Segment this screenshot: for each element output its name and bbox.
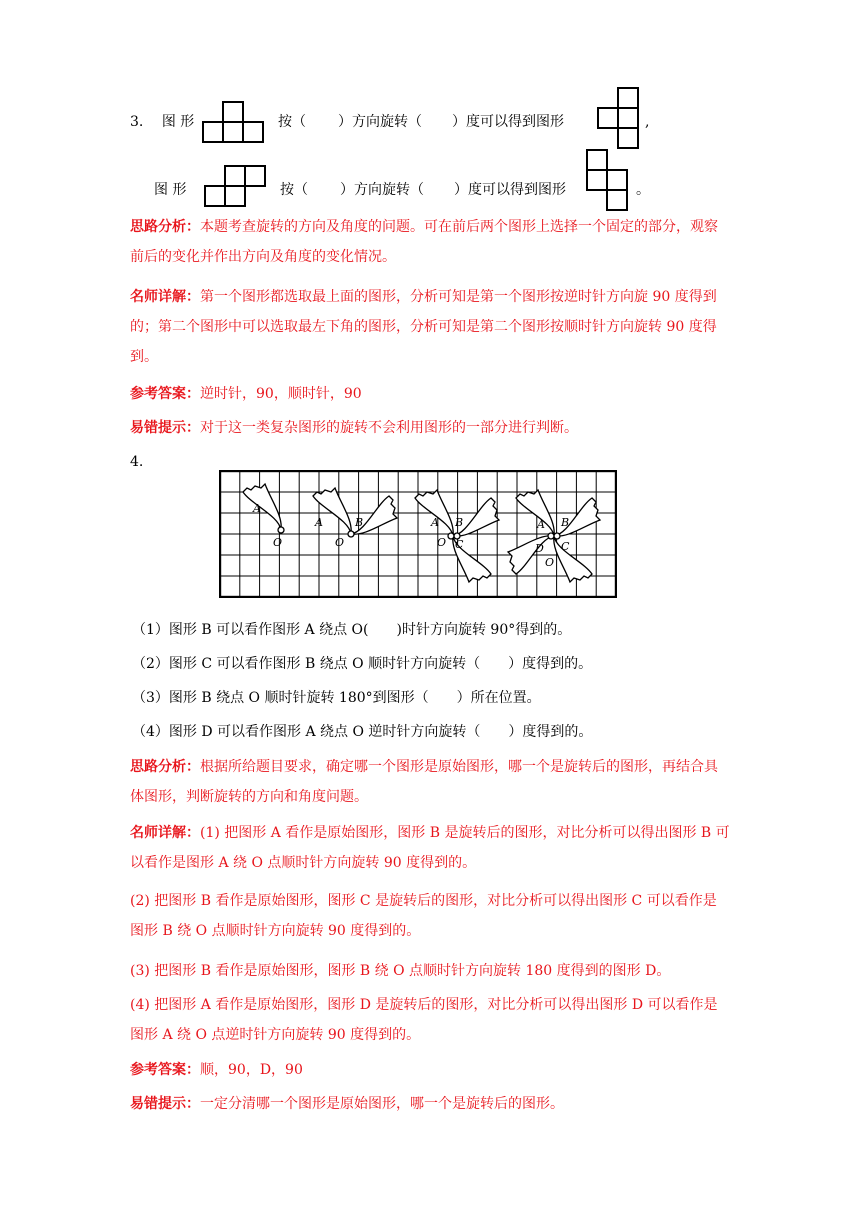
q4-question-4: （4）图形 D 可以看作图形 A 绕点 O 逆时针方向旋转（ ）度得到的。 xyxy=(132,724,593,740)
q3-row1-mid3: ）度可以得到图形 xyxy=(452,114,564,130)
q3-shape-1-icon xyxy=(201,100,265,144)
q3-row1-body xyxy=(278,112,564,132)
q4-question-2: （2）图形 C 可以看作图形 B 绕点 O 顺时针方向旋转（ ）度得到的。 xyxy=(132,656,593,672)
q3-analysis xyxy=(130,212,730,272)
q3-row1-mid2: ）方向旋转（ xyxy=(338,114,422,130)
q3-shape-3-icon xyxy=(203,164,269,208)
center-point-o xyxy=(448,533,454,539)
q3-tip-text: 对于这一类复杂图形的旋转不会利用图形的一部分进行判断。 xyxy=(200,420,578,436)
q3-detail-text: 第一个图形都选取最上面的图形，分析可知是第一个图形按逆时针方向旋 90 度得到的；第二个图形中可以选取最左下角的图形，分析可知是第二个图形按顺时针方向旋转 90 度得到。 xyxy=(130,289,717,365)
q3-row2-prefix: 图 形 xyxy=(154,182,187,198)
q4-answer xyxy=(130,1060,303,1080)
q3-row1-tail: , xyxy=(645,114,650,130)
figure-label-o: O xyxy=(437,536,447,549)
figure-label-a: A xyxy=(537,518,545,531)
figure-label-a: A xyxy=(431,516,439,529)
q4-number: 4. xyxy=(130,454,144,470)
q3-detail xyxy=(130,282,730,372)
q3-detail-label: 名师详解： xyxy=(130,289,200,305)
q3-row2-body xyxy=(280,180,566,200)
q3-row2-mid1: 按（ xyxy=(280,182,308,198)
q4-analysis-text: 根据所给题目要求，确定哪一个图形是原始图形，哪一个是旋转后的图形，再结合具体图形，判断旋转的方向和角度问题。 xyxy=(130,759,718,805)
q3-row1-prefix: 图 形 xyxy=(161,114,195,130)
q4-tip-text: 一定分清哪一个图形是原始图形，哪一个是旋转后的图形。 xyxy=(200,1096,564,1112)
figure-label-b: B xyxy=(561,516,570,529)
q3-row2-mid2: ）方向旋转（ xyxy=(340,182,424,198)
petal-a xyxy=(243,484,281,530)
q4-analysis-label: 思路分析： xyxy=(130,759,200,775)
q3-shape-4-icon xyxy=(585,148,631,212)
figure-label-a: A xyxy=(253,502,261,515)
q3-answer-text: 逆时针，90，顺时针，90 xyxy=(200,386,362,402)
q4-tip-label: 易错提示： xyxy=(130,1096,200,1112)
q4-question-1: （1）图形 B 可以看作图形 A 绕点 O( )时针方向旋转 90°得到的。 xyxy=(132,622,572,638)
figure-label-o: O xyxy=(335,536,345,549)
q3-shape-2-icon xyxy=(594,86,642,150)
petal-c xyxy=(554,536,592,582)
figure-label-b: B xyxy=(455,516,464,529)
center-point-o xyxy=(548,533,554,539)
q3-row1-mid1: 按（ xyxy=(278,114,306,130)
q4-answer-text: 顺，90，D，90 xyxy=(200,1062,303,1078)
figure-label-c: C xyxy=(455,538,464,551)
center-point-o xyxy=(554,533,560,539)
q4-detail-2: (2) 把图形 B 看作是原始图形，图形 C 是旋转后的图形，对比分析可以得出图形 C 可以看作是图形 B 绕 O 点顺时针方向旋转 90 度得到的。 xyxy=(130,893,717,939)
q3-row2 xyxy=(154,180,186,200)
q4-detail-3: (3) 把图形 B 看作是原始图形，图形 B 绕 O 点顺时针方向旋转 180 度得到的图形 D。 xyxy=(130,963,671,979)
figure-label-d: D xyxy=(535,542,544,555)
q3-answer-label: 参考答案： xyxy=(130,386,200,402)
q4-question-3: （3）图形 B 绕点 O 顺时针旋转 180°到图形（ ）所在位置。 xyxy=(132,690,541,706)
center-point-o xyxy=(278,527,284,533)
q4-tip xyxy=(130,1094,564,1114)
center-point-o xyxy=(348,531,354,537)
figure-label-a: A xyxy=(315,516,323,529)
q4-analysis xyxy=(130,752,730,812)
q3-number: 3. xyxy=(130,114,144,130)
q4-detail-label: 名师详解： xyxy=(130,825,200,841)
q3-row1 xyxy=(130,112,194,132)
q4-detail xyxy=(130,818,730,878)
q4-detail-text: (1) 把图形 A 看作是原始图形，图形 B 是旋转后的图形，对比分析可以得出图形 B 可以看作是图形 A 绕 O 点顺时针方向旋转 90 度得到的。 xyxy=(130,825,730,871)
q4-detail-4: (4) 把图形 A 看作是原始图形，图形 D 是旋转后的图形，对比分析可以得出图形 D 可以看作是图形 A 绕 O 点逆时针方向旋转 90 度得到的。 xyxy=(130,997,718,1043)
q3-row2-tail: 。 xyxy=(636,182,650,198)
figure-label-b: B xyxy=(355,516,364,529)
q4-rotation-grid-figure xyxy=(219,470,617,598)
q3-answer xyxy=(130,384,362,404)
figure-label-o: O xyxy=(273,536,283,549)
q3-analysis-text: 本题考查旋转的方向及角度的问题。可在前后两个图形上选择一个固定的部分，观察前后的变化并作出方向及角度的变化情况。 xyxy=(130,219,718,265)
q3-row2-mid3: ）度可以得到图形 xyxy=(454,182,566,198)
figure-label-c: C xyxy=(561,540,570,553)
figure-label-o: O xyxy=(545,556,555,569)
q3-tip xyxy=(130,418,578,438)
q4-answer-label: 参考答案： xyxy=(130,1062,200,1078)
q3-analysis-label: 思路分析： xyxy=(130,219,200,235)
q3-tip-label: 易错提示： xyxy=(130,420,200,436)
